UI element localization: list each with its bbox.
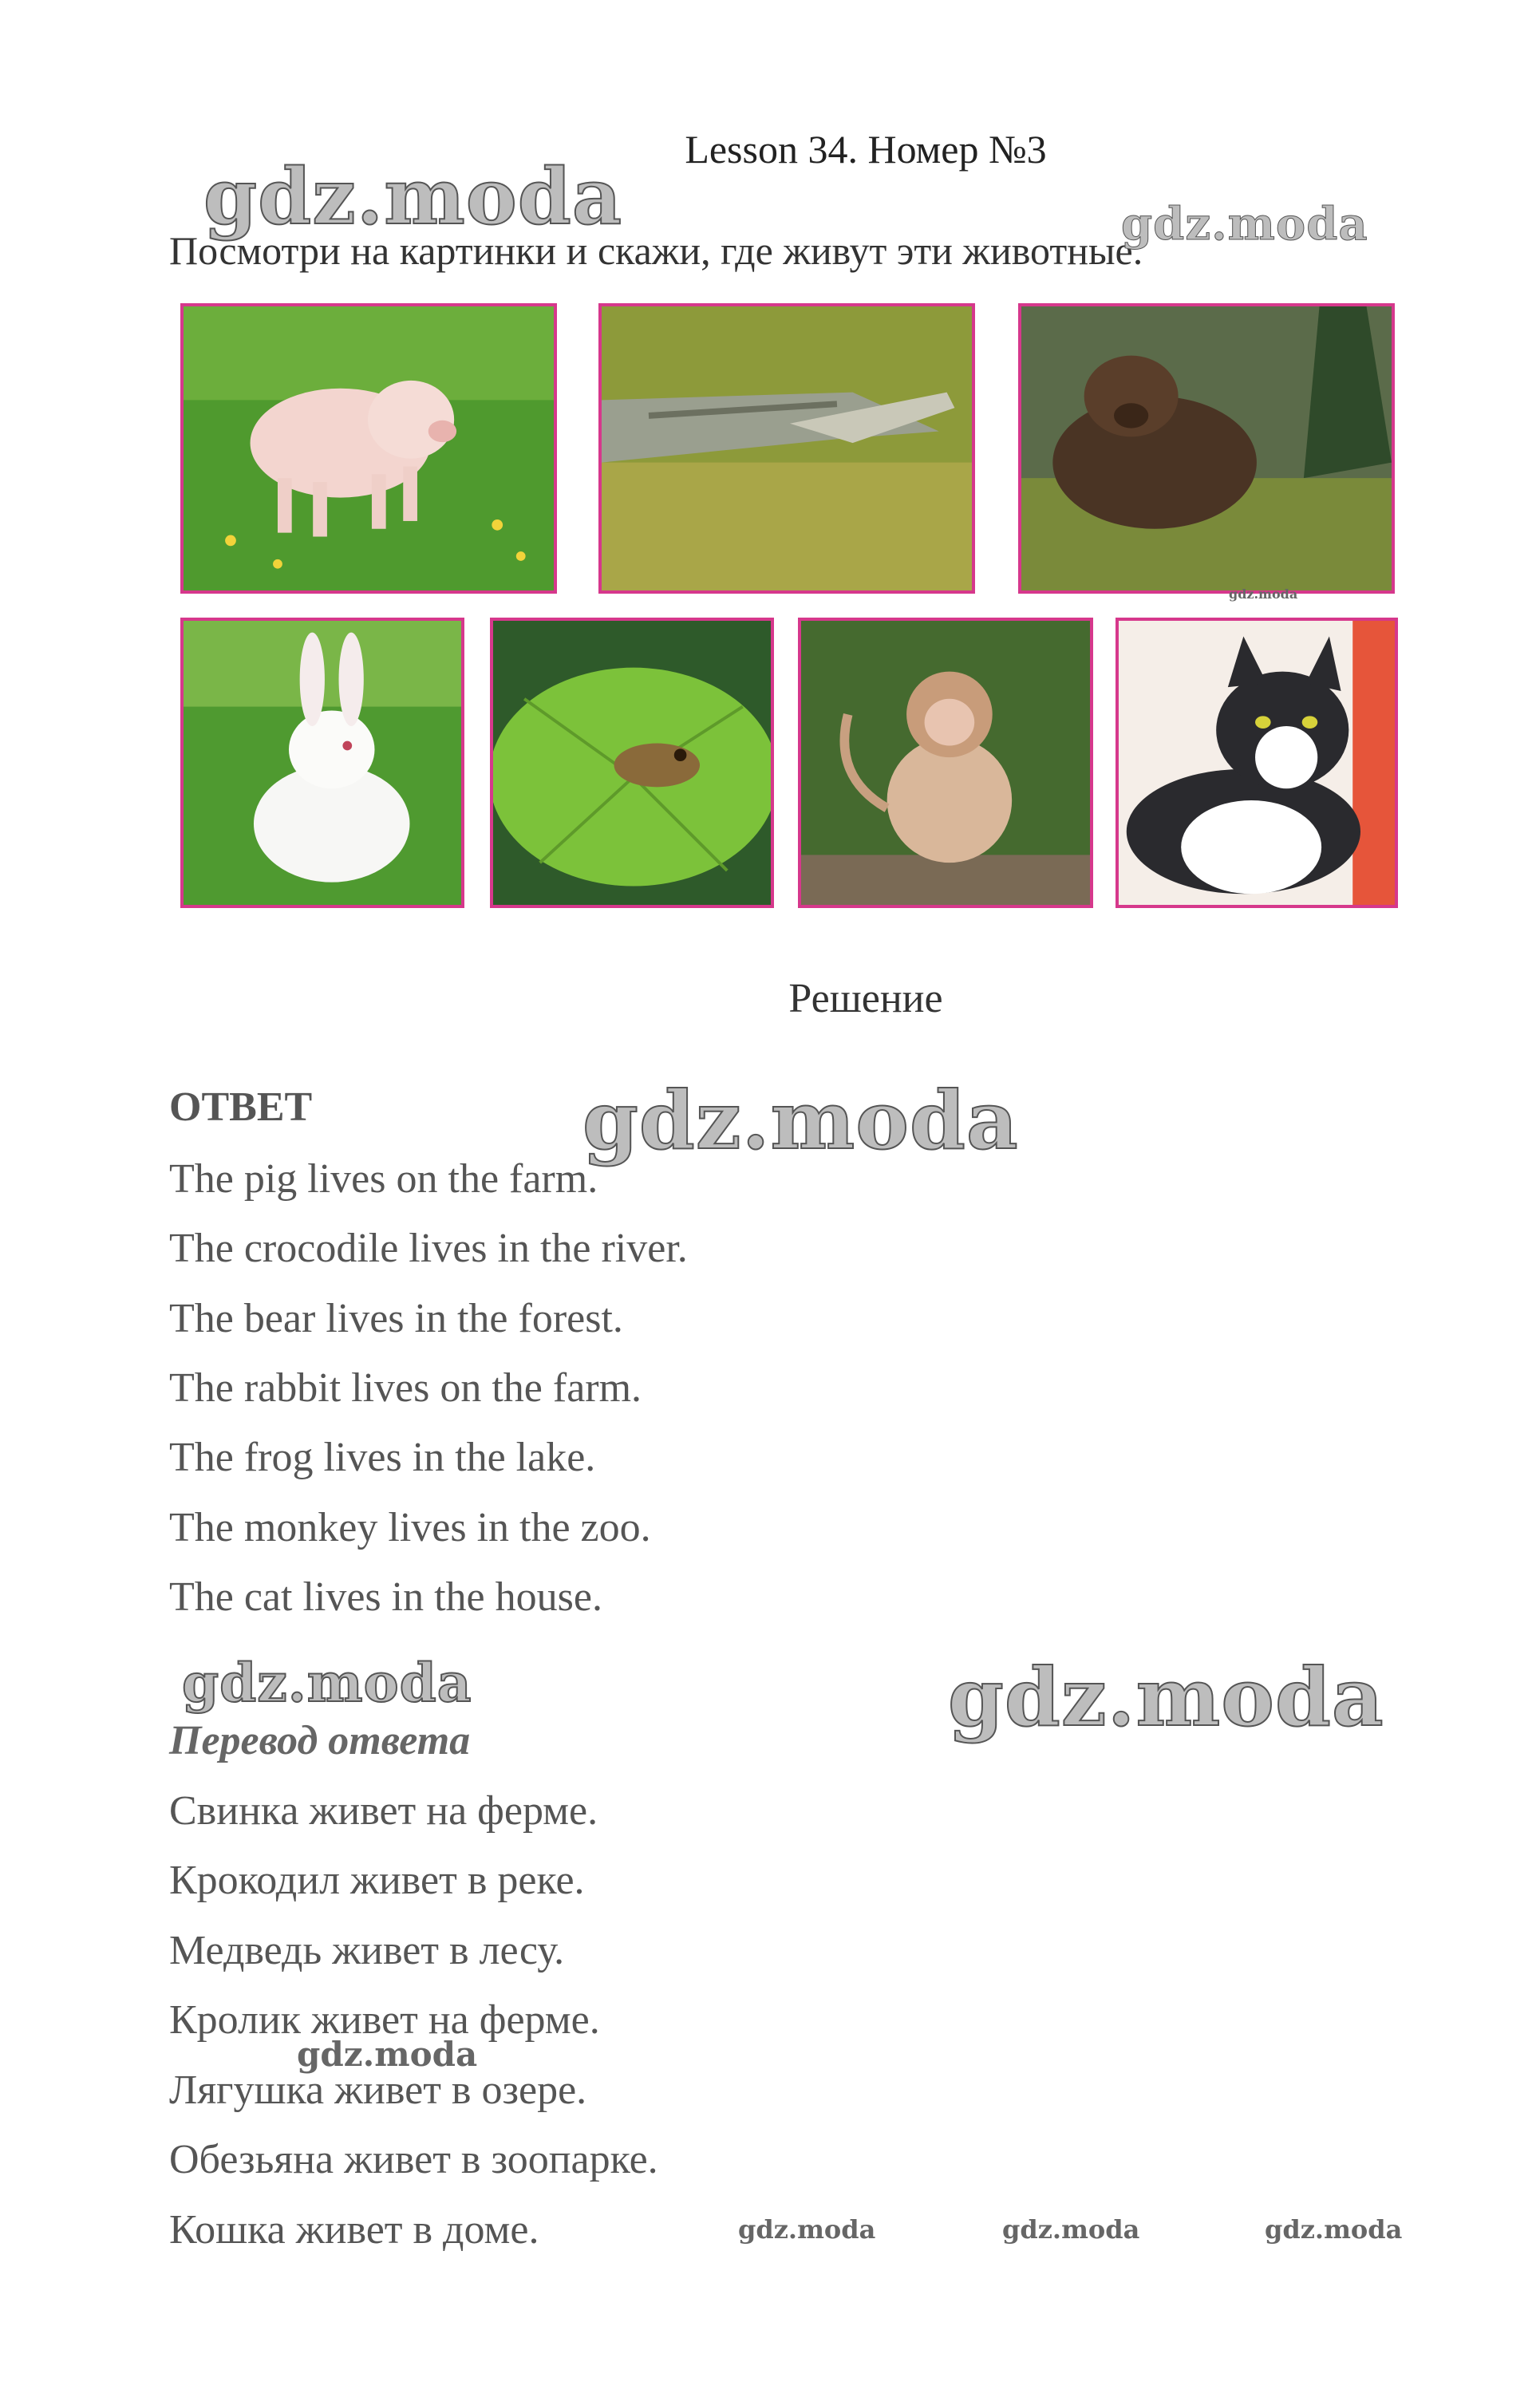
monkey-photo [798,618,1093,908]
watermark: gdz.moda [738,2214,876,2245]
solution-heading: Решение [788,976,943,1021]
answer-label: ОТВЕТ [169,1084,313,1130]
answer-line: The monkey lives in the zoo. [169,1505,651,1550]
frog-photo [490,618,774,908]
watermark: gdz.moda [948,1650,1384,1744]
watermark: gdz.moda [1265,2214,1403,2245]
task-instruction: Посмотри на картинки и скажи, где живут эти животные. [169,228,1143,273]
answer-line: The crocodile lives in the river. [169,1226,688,1271]
pig-photo [180,303,557,594]
translation-line: Свинка живет на ферме. [169,1788,598,1834]
watermark: gdz.moda [203,152,623,242]
translation-line: Обезьяна живет в зоопарке. [169,2137,658,2182]
answer-line: The frog lives in the lake. [169,1435,596,1480]
translation-line: Медведь живет в лесу. [169,1928,565,1973]
answer-line: The cat lives in the house. [169,1574,602,1620]
cat-photo [1116,618,1398,908]
watermark: gdz.moda [582,1073,1019,1167]
watermark: gdz.moda [297,2035,478,2074]
crocodile-photo [598,303,975,594]
watermark: gdz.moda [182,1652,472,1714]
translation-label: Перевод ответа [169,1718,471,1763]
rabbit-photo [180,618,464,908]
answer-line: The bear lives in the forest. [169,1296,623,1341]
translation-line: Лягушка живет в озере. [169,2067,587,2113]
answer-line: The pig lives on the farm. [169,1156,598,1202]
page-title: Lesson 34. Номер №3 [685,127,1047,172]
answer-line: The rabbit lives on the farm. [169,1365,642,1411]
translation-line: Крокодил живет в реке. [169,1858,585,1903]
translation-line: Кролик живет на ферме. [169,1997,600,2043]
watermark: gdz.moda [1002,2214,1140,2245]
watermark: gdz.moda [1229,586,1298,602]
watermark: gdz.moda [1121,198,1368,251]
translation-line: Кошка живет в доме. [169,2207,539,2253]
bear-photo [1018,303,1395,594]
